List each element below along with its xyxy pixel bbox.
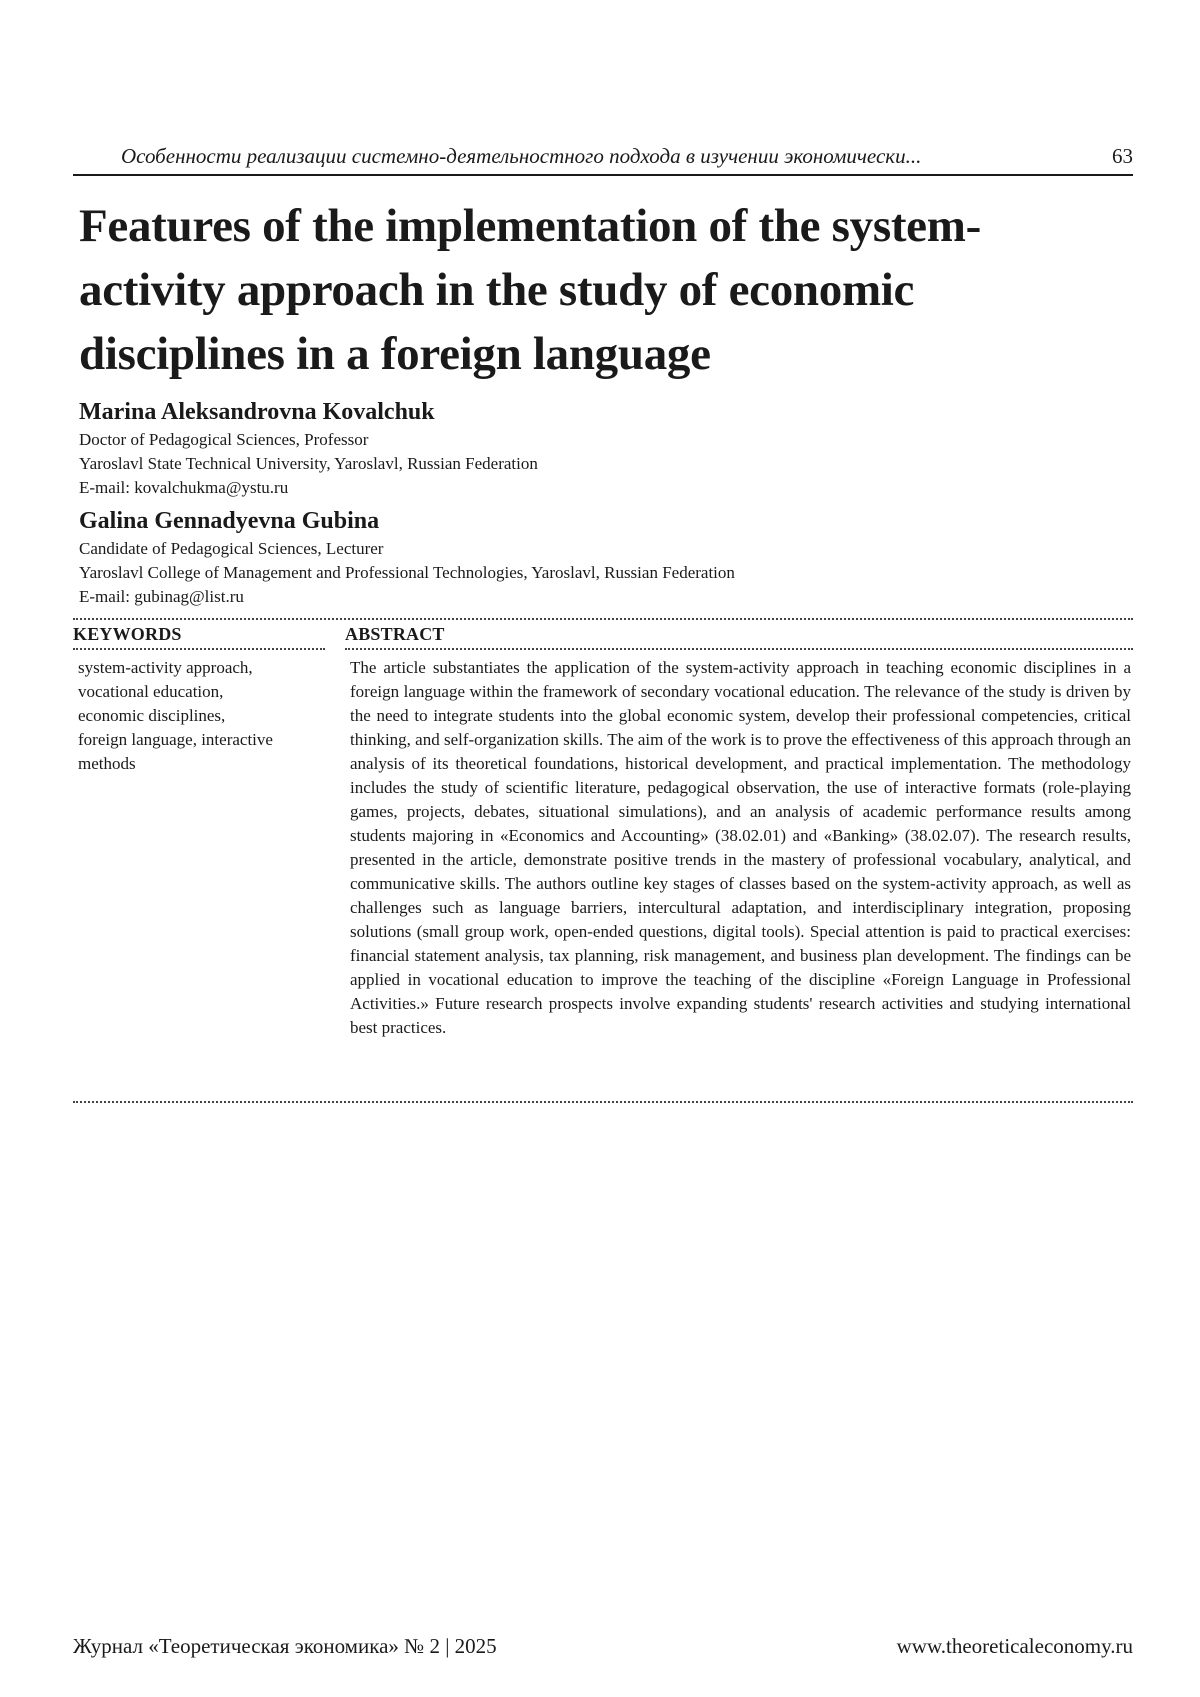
article-title [79,194,1129,386]
section-divider [73,618,1133,620]
page-number: 63 [1112,142,1133,170]
author-affiliation: Yaroslavl College of Management and Professional Technologies, Yaroslavl, Russian Federation [79,561,1129,585]
keywords-list [78,656,323,776]
author-block [79,505,1129,609]
author-name: Galina Gennadyevna Gubina [79,505,1129,537]
author-name: Marina Aleksandrovna Kovalchuk [79,396,1129,428]
footer-journal: Журнал «Теоретическая экономика» № 2 | 2025 [73,1632,497,1660]
footer-url[interactable]: www.theoreticaleconomy.ru [897,1632,1133,1660]
keyword-line: foreign language, interactive [78,728,323,752]
keyword-line: system-activity approach, [78,656,323,680]
author-email: E-mail: gubinag@list.ru [79,585,1129,609]
keyword-line: economic disciplines, [78,704,323,728]
article-page [73,0,1133,1697]
abstract-divider [345,648,1133,650]
author-degree: Doctor of Pedagogical Sciences, Professor [79,428,1129,452]
keyword-line: vocational education, [78,680,323,704]
author-affiliation: Yaroslavl State Technical University, Yaroslavl, Russian Federation [79,452,1129,476]
title-line: disciplines in a foreign language [79,322,1129,386]
abstract-heading: ABSTRACT [345,622,445,646]
keywords-heading: KEYWORDS [73,622,182,646]
abstract-text: The article substantiates the application of the system-activity approach in teaching economic disciplines in a foreign language within the framework of secondary vocational education. The relevance of the study is driven by the need to integrate students into the global economic system, develop their professional competencies, critical thinking, and self-organization skills. The aim of the work is to prove the effectiveness of this approach through an analysis of its theoretical foundations, historical development, and practical implementation. The methodology includes the study of scientific literature, pedagogical observation, the use of interactive formats (role-playing games, projects, debates, situational simulations), and an analysis of academic performance results among students majoring in «Economics and Accounting» (38.02.01) and «Banking» (38.02.07). The research results, presented in the article, demonstrate positive trends in the mastery of professional vocabulary, analytical, and communicative skills. The authors outline key stages of classes based on the system-activity approach, as well as challenges such as language barriers, intercultural adaptation, and interdisciplinary integration, proposing solutions (small group work, open-ended questions, digital tools). Special attention is paid to practical exercises: financial statement analysis, tax planning, risk management, and business plan development. The findings can be applied in vocational education to improve the teaching of the discipline «Foreign Language in Professional Activities.» Future research prospects involve expanding students' research activities and studying international best practices. [350,656,1131,1040]
keyword-line: methods [78,752,323,776]
title-line: activity approach in the study of economic [79,258,1129,322]
running-title: Особенности реализации системно-деятельностного подхода в изучении экономически... [121,142,921,170]
title-line: Features of the implementation of the system- [79,194,1129,258]
section-bottom-divider [73,1101,1133,1103]
author-degree: Candidate of Pedagogical Sciences, Lecturer [79,537,1129,561]
author-email: E-mail: kovalchukma@ystu.ru [79,476,1129,500]
author-block [79,396,1129,500]
keywords-divider [73,648,325,650]
running-header [73,142,1133,176]
